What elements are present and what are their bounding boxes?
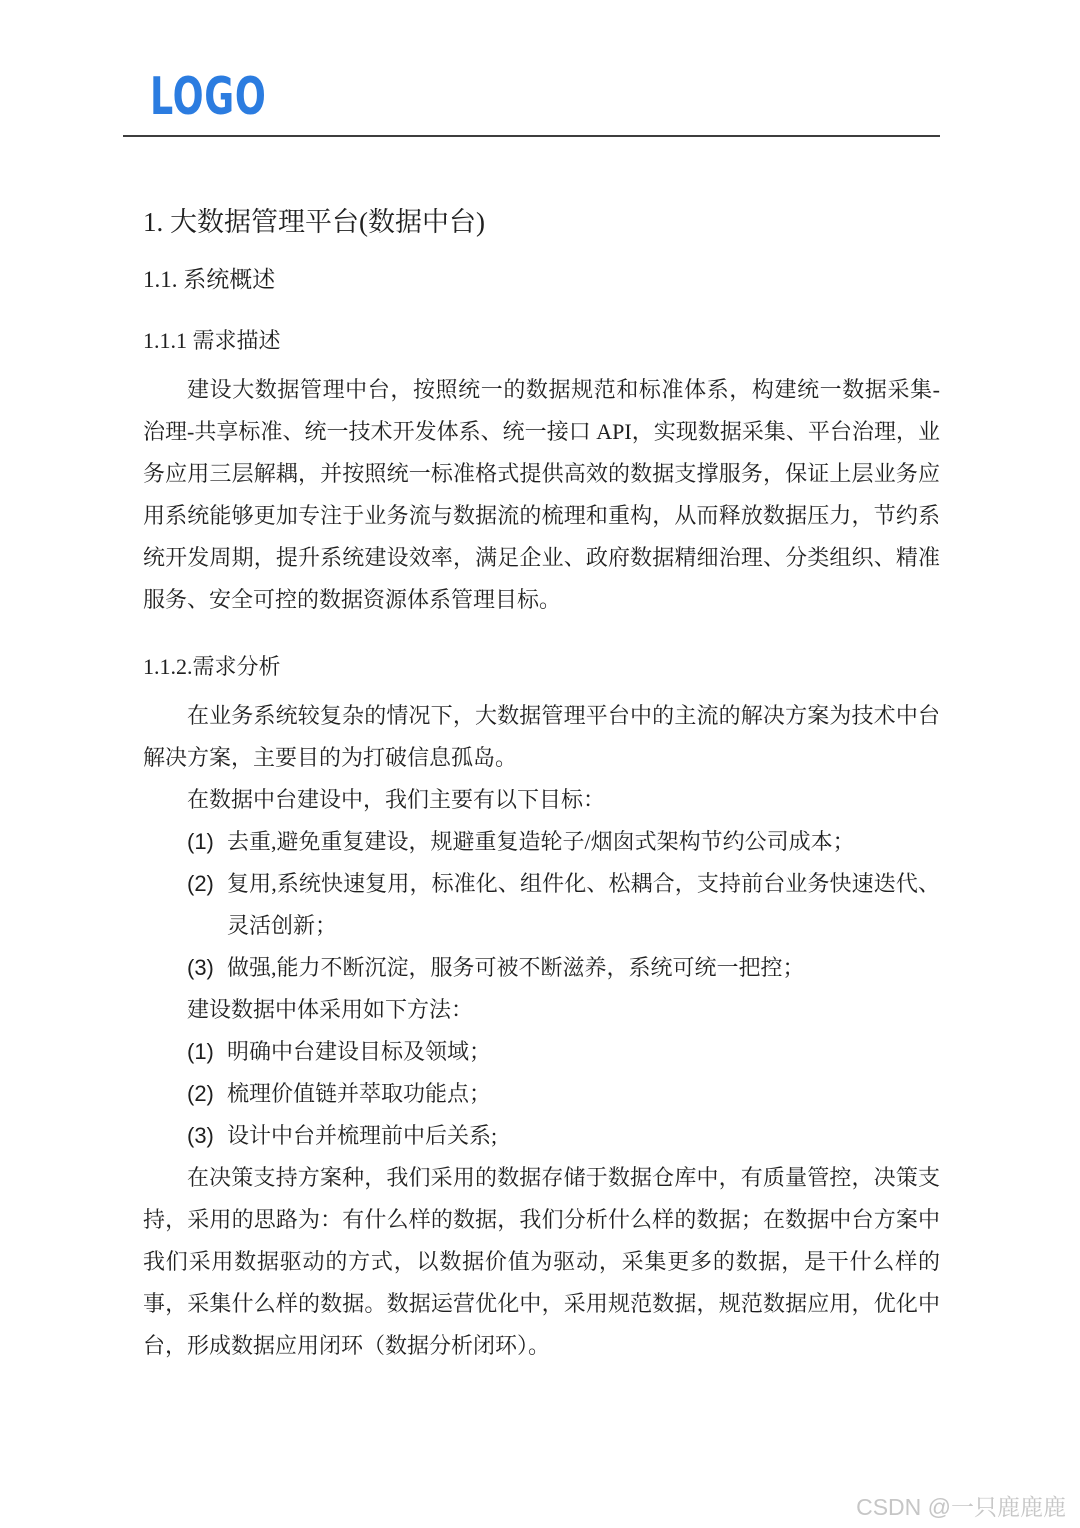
list-item (143, 1031, 940, 1073)
list-item-text: 复用,系统快速复用，标准化、组件化、松耦合，支持前台业务快速迭代、灵活创新； (227, 871, 940, 938)
methods-list (143, 1031, 940, 1157)
list-item-text: 去重,避免重复建设，规避重复造轮子/烟囱式架构节约公司成本； (227, 829, 855, 854)
list-item-text: 明确中台建设目标及领域； (227, 1039, 492, 1064)
list-item-text: 梳理价值链并萃取功能点； (227, 1081, 492, 1106)
paragraph-decision-support: 在决策支持方案种，我们采用的数据存储于数据仓库中，有质量管控，决策支持，采用的思路为：有什么样的数据，我们分析什么样的数据；在数据中台方案中我们采用数据驱动的方式，以数据价值为驱动，采集更多的数据，是干什么样的事，采集什么样的数据。数据运营优化中，采用规范数据，规范数据应用，优化中台，形成数据应用闭环（数据分析闭环）。 (143, 1165, 940, 1358)
paragraph-analysis-intro: 在业务系统较复杂的情况下，大数据管理平台中的主流的解决方案为技术中台解决方案，主要目的为打破信息孤岛。 (143, 703, 940, 770)
list-item (143, 821, 940, 863)
list-item-text: 设计中台并梳理前中后关系; (227, 1123, 498, 1148)
heading-requirement-analysis: 1.1.2.需求分析 (143, 654, 281, 679)
list-item-marker: (3) (187, 1123, 214, 1148)
list-item-marker: (1) (187, 829, 214, 854)
list-item-marker: (1) (187, 1039, 214, 1064)
list-item (143, 1115, 940, 1157)
list-item-text: 做强,能力不断沉淀，服务可被不断滋养，系统可统一把控； (227, 955, 805, 980)
logo: LOGO (150, 67, 267, 127)
list-item (143, 947, 940, 989)
paragraph-requirement-description: 建设大数据管理中台，按照统一的数据规范和标准体系，构建统一数据采集-治理-共享标准、统一技术开发体系、统一接口 API，实现数据采集、平台治理，业务应用三层解耦，并按照统一标准格式提供高效的数据支撑服务，保证上层业务应用系统能够更加专注于业务流与数据流的梳理和重构，从而释放数据压力，节约系统开发周期，提升系统建设效率，满足企业、政府数据精细治理、分类组织、精准服务、安全可控的数据资源体系管理目标。 (143, 377, 940, 612)
paragraph-methods-intro: 建设数据中体采用如下方法： (187, 997, 474, 1022)
list-item (143, 1073, 940, 1115)
watermark: CSDN @一只鹿鹿鹿 (856, 1494, 1066, 1520)
document-body (0, 203, 1080, 1367)
list-item-marker: (2) (187, 871, 214, 896)
list-item-marker: (2) (187, 1081, 214, 1106)
document-header (0, 0, 1080, 137)
list-item (143, 863, 940, 947)
heading-system-overview: 1.1. 系统概述 (143, 267, 276, 292)
paragraph-goals-intro: 在数据中台建设中，我们主要有以下目标： (187, 787, 606, 812)
header-rule (123, 135, 940, 137)
heading-requirement-description: 1.1.1 需求描述 (143, 328, 281, 353)
goals-list (143, 821, 940, 989)
list-item-marker: (3) (187, 955, 214, 980)
page-title: 1. 大数据管理平台(数据中台) (143, 207, 485, 237)
